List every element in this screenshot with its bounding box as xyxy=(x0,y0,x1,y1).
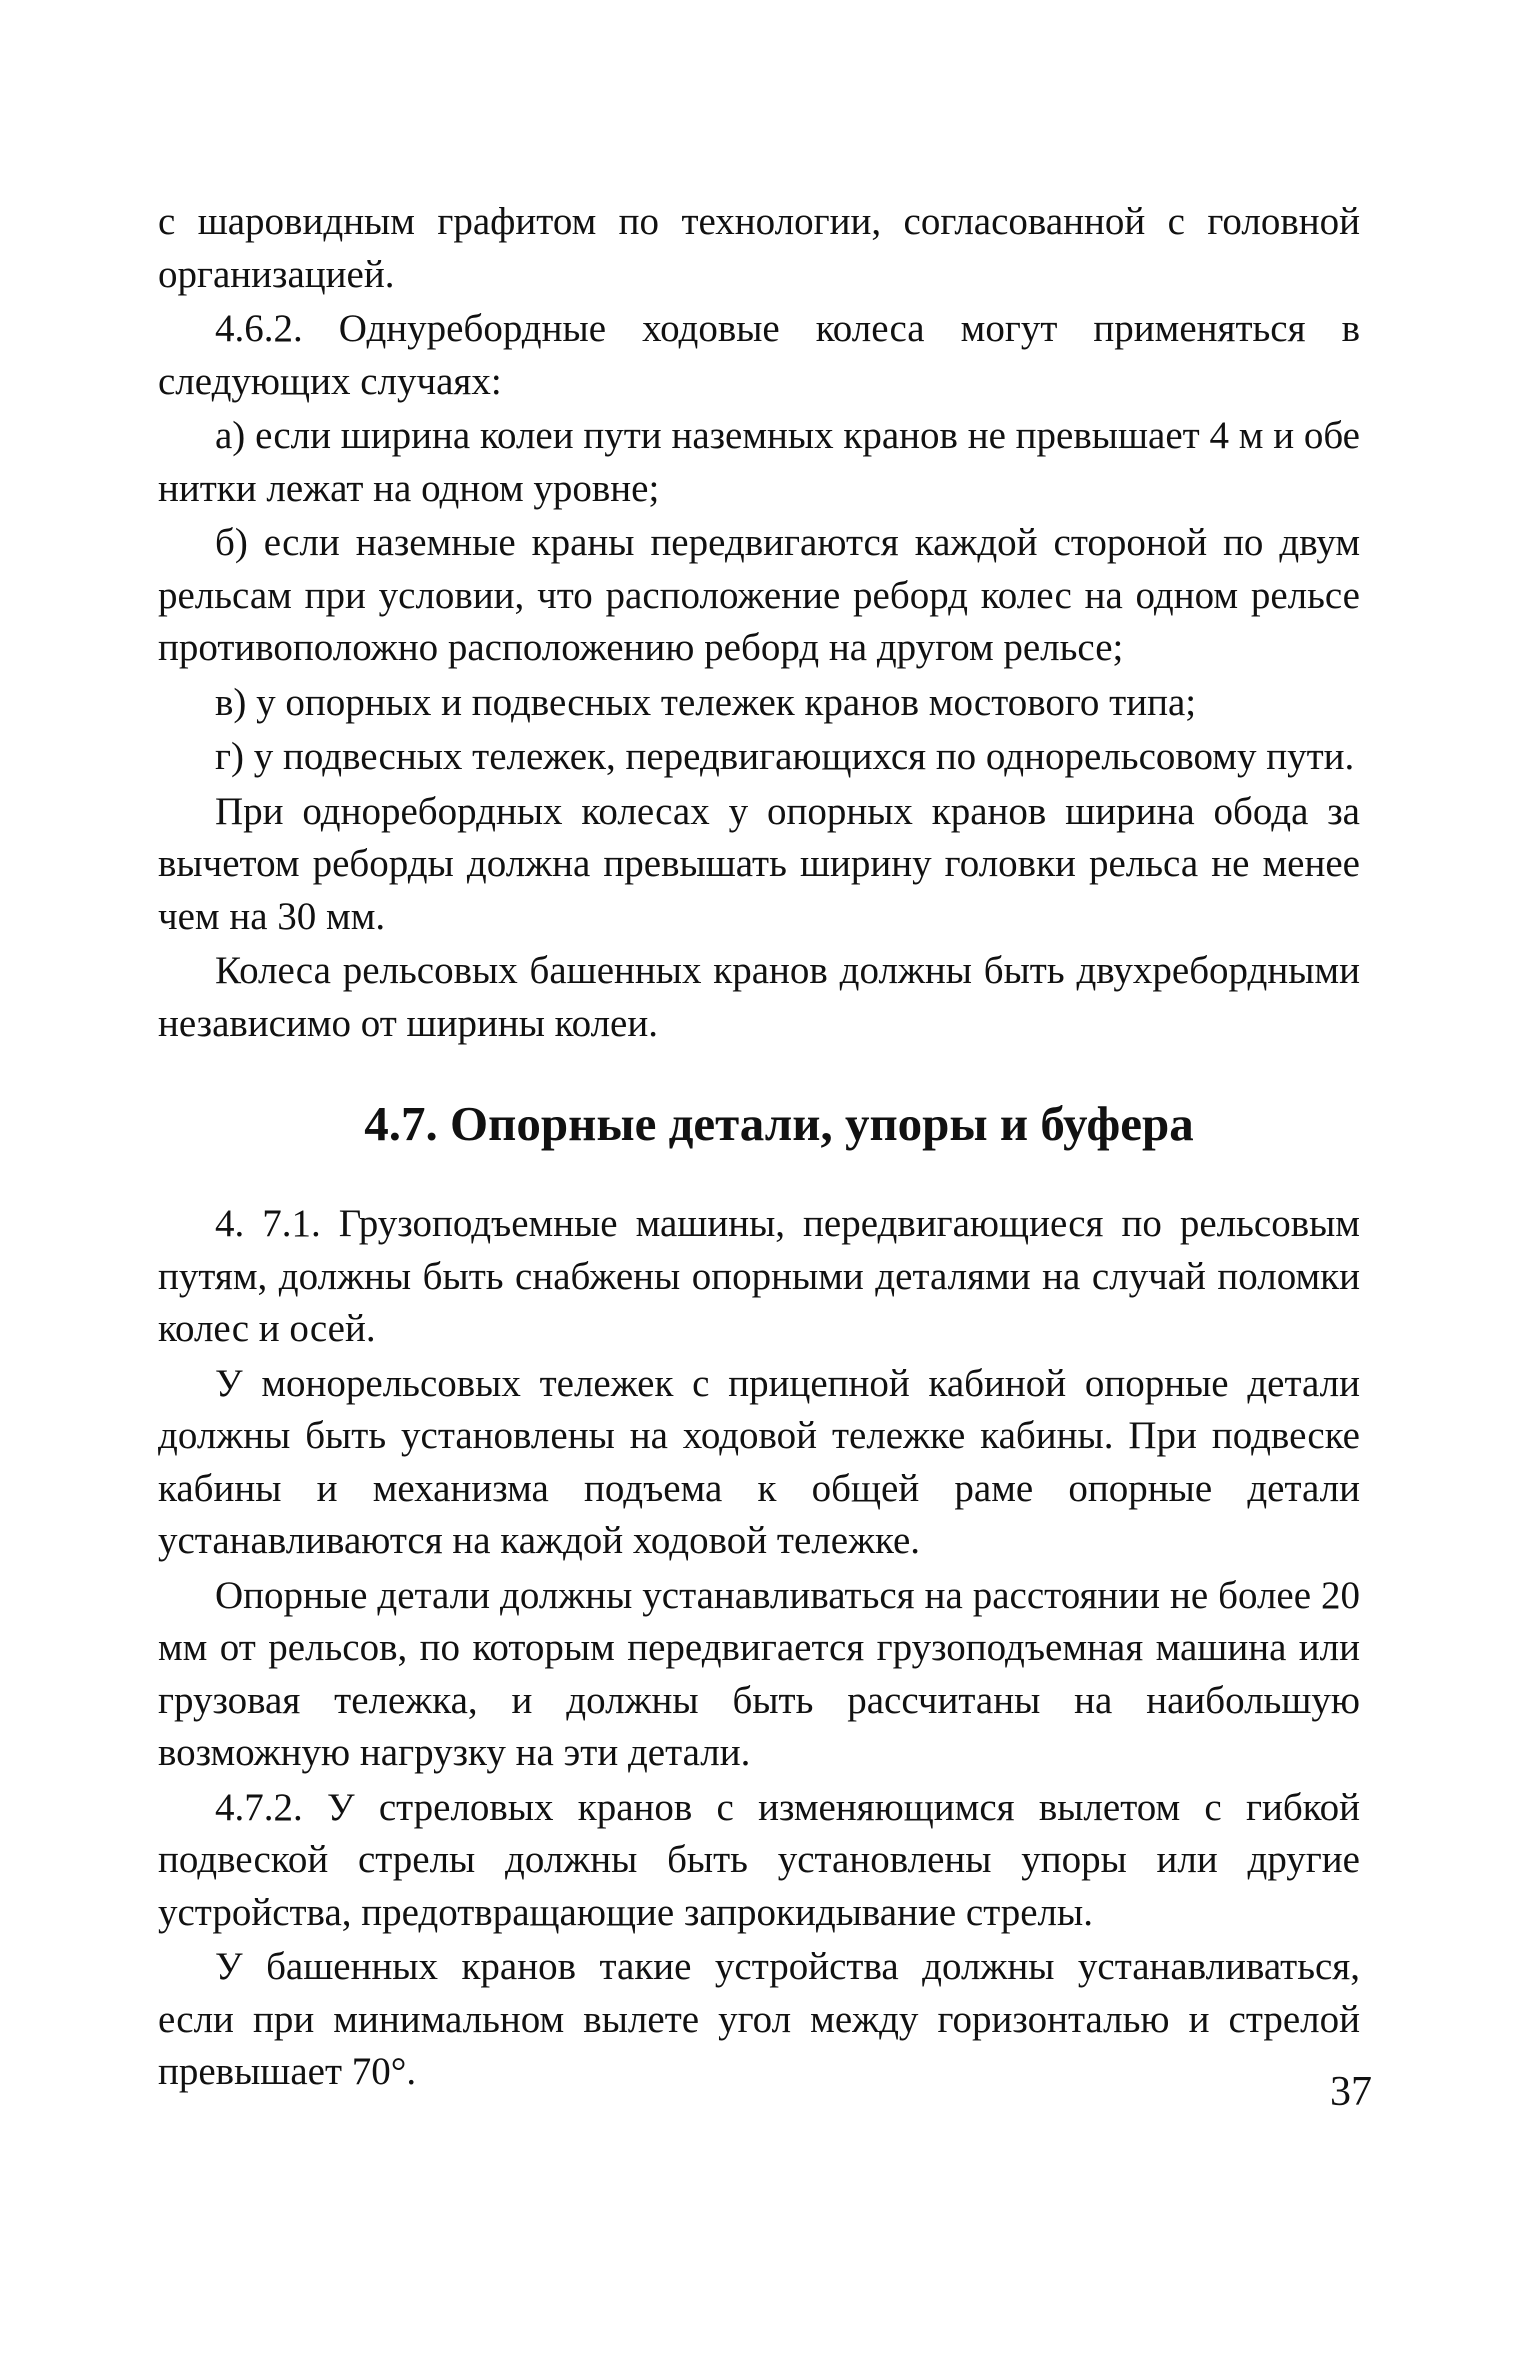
paragraph-tower-crane-wheels: Колеса рельсовых башенных кранов должны быть двухребордными независимо от ширины колеи. xyxy=(158,949,1360,1045)
list-item-v: в) у опорных и подвесных тележек кранов мостового типа; xyxy=(215,680,1197,724)
paragraph-4-7-1: 4. 7.1. Грузоподъемные машины, передвигающиеся по рельсовым путям, должны быть снабжены опорными деталями на случай поломки колес и осей. xyxy=(158,1202,1360,1350)
paragraph-single-flange: При одноребордных колесах у опорных кранов ширина обода за вычетом реборды должна превышать ширину головки рельса не менее чем на 30 мм. xyxy=(158,789,1360,938)
section-heading: 4.7. Опорные детали, упоры и буфера xyxy=(364,1096,1194,1151)
list-item-a: а) если ширина колеи пути наземных кранов не превышает 4 м и обе нитки лежат на одном уровне; xyxy=(158,414,1360,510)
paragraph-continuation: с шаровидным графитом по технологии, согласованной с головной организацией. xyxy=(158,200,1360,296)
list-item-g: г) у подвесных тележек, передвигающихся по однорельсовому пути. xyxy=(215,735,1355,778)
paragraph-4-6-2: 4.6.2. Однуребордные ходовые колеса могут применяться в следующих случаях: xyxy=(158,307,1360,403)
paragraph-support-distance: Опорные детали должны устанавливаться на расстоянии не более 20 мм от рельсов, по которым передвигается грузоподъемная машина или грузовая тележка, и должны быть рассчитаны на наибольшую возможную нагрузку на эти детали. xyxy=(158,1573,1360,1774)
paragraph-monorail: У монорельсовых тележек с прицепной кабиной опорные детали должны быть установлены на ходовой тележке кабины. При подвеске кабины и механизма подъема к общей раме опорные детали устанавливаются на каждой ходовой тележке. xyxy=(158,1361,1360,1562)
page-body xyxy=(158,196,1360,2099)
paragraph-tower-crane-stops: У башенных кранов такие устройства должны устанавливаться, если при минимальном вылете угол между горизонталью и стрелой превышает 70°. xyxy=(158,1945,1360,2093)
list-item-b: б) если наземные краны передвигаются каждой стороной по двум рельсам при условии, что расположение реборд колес на одном рельсе противоположно расположению реборд на другом рельсе; xyxy=(158,521,1360,669)
page-number: 37 xyxy=(1330,2069,1372,2115)
paragraph-4-7-2: 4.7.2. У стреловых кранов с изменяющимся вылетом с гибкой подвеской стрелы должны быть установлены упоры или другие устройства, предотвращающие запрокидывание стрелы. xyxy=(158,1785,1360,1934)
